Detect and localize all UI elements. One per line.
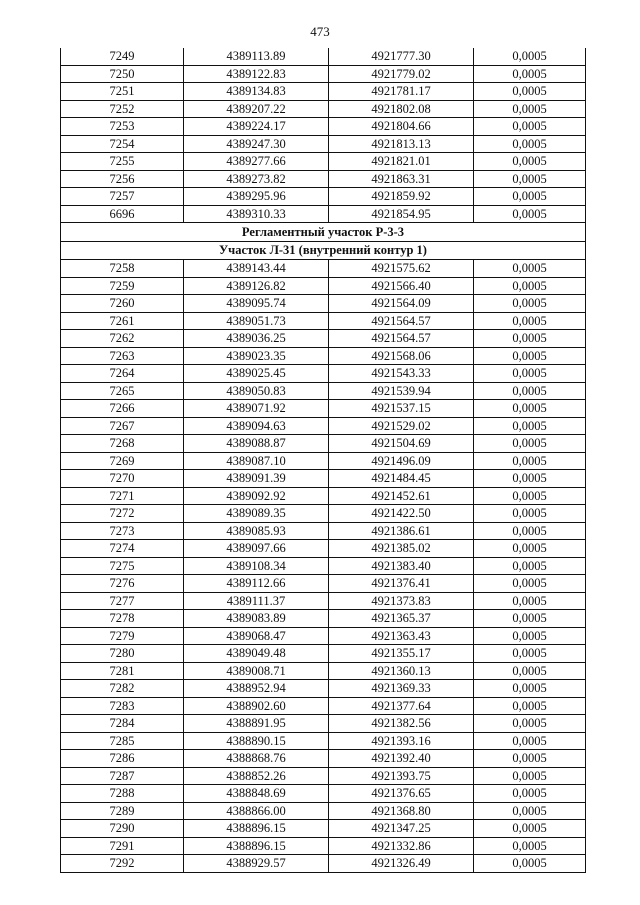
x-coordinate-cell: 4389050.83 (184, 382, 329, 400)
error-value-cell: 0,0005 (474, 295, 586, 313)
error-value-cell: 0,0005 (474, 382, 586, 400)
y-coordinate-cell: 4921422.50 (329, 505, 474, 523)
point-number-cell: 7277 (61, 592, 184, 610)
point-number-cell: 7285 (61, 732, 184, 750)
error-value-cell: 0,0005 (474, 100, 586, 118)
table-row (61, 100, 586, 118)
x-coordinate-cell: 4388929.57 (184, 855, 329, 873)
point-number-cell: 7252 (61, 100, 184, 118)
table-row (61, 820, 586, 838)
table-row (61, 487, 586, 505)
y-coordinate-cell: 4921368.80 (329, 802, 474, 820)
error-value-cell: 0,0005 (474, 487, 586, 505)
x-coordinate-cell: 4389025.45 (184, 365, 329, 383)
y-coordinate-cell: 4921564.57 (329, 330, 474, 348)
y-coordinate-cell: 4921377.64 (329, 697, 474, 715)
point-number-cell: 7275 (61, 557, 184, 575)
section-title-plot: Участок Л-31 (внутренний контур 1) (61, 241, 586, 260)
y-coordinate-cell: 4921385.02 (329, 540, 474, 558)
y-coordinate-cell: 4921564.57 (329, 312, 474, 330)
error-value-cell: 0,0005 (474, 188, 586, 206)
point-number-cell: 7265 (61, 382, 184, 400)
x-coordinate-cell: 4389049.48 (184, 645, 329, 663)
y-coordinate-cell: 4921529.02 (329, 417, 474, 435)
table-row (61, 435, 586, 453)
error-value-cell: 0,0005 (474, 417, 586, 435)
x-coordinate-cell: 4388952.94 (184, 680, 329, 698)
y-coordinate-cell: 4921802.08 (329, 100, 474, 118)
error-value-cell: 0,0005 (474, 365, 586, 383)
point-number-cell: 7284 (61, 715, 184, 733)
table-row (61, 170, 586, 188)
y-coordinate-cell: 4921779.02 (329, 65, 474, 83)
y-coordinate-cell: 4921452.61 (329, 487, 474, 505)
table-row (61, 365, 586, 383)
table-row (61, 750, 586, 768)
error-value-cell: 0,0005 (474, 837, 586, 855)
table-row (61, 118, 586, 136)
table-row (61, 205, 586, 223)
error-value-cell: 0,0005 (474, 48, 586, 65)
point-number-cell: 7290 (61, 820, 184, 838)
point-number-cell: 7256 (61, 170, 184, 188)
point-number-cell: 7268 (61, 435, 184, 453)
error-value-cell: 0,0005 (474, 732, 586, 750)
table-row (61, 855, 586, 873)
y-coordinate-cell: 4921383.40 (329, 557, 474, 575)
point-number-cell: 7272 (61, 505, 184, 523)
error-value-cell: 0,0005 (474, 277, 586, 295)
error-value-cell: 0,0005 (474, 802, 586, 820)
table-row (61, 417, 586, 435)
table-row (61, 680, 586, 698)
y-coordinate-cell: 4921813.13 (329, 135, 474, 153)
point-number-cell: 7270 (61, 470, 184, 488)
error-value-cell: 0,0005 (474, 65, 586, 83)
point-number-cell: 7259 (61, 277, 184, 295)
point-number-cell: 7249 (61, 48, 184, 65)
point-number-cell: 7262 (61, 330, 184, 348)
y-coordinate-cell: 4921376.41 (329, 575, 474, 593)
y-coordinate-cell: 4921575.62 (329, 260, 474, 278)
section-title-regulated-area: Регламентный участок Р-3-3 (61, 223, 586, 242)
x-coordinate-cell: 4388848.69 (184, 785, 329, 803)
point-number-cell: 7253 (61, 118, 184, 136)
y-coordinate-cell: 4921393.75 (329, 767, 474, 785)
error-value-cell: 0,0005 (474, 347, 586, 365)
x-coordinate-cell: 4389095.74 (184, 295, 329, 313)
y-coordinate-cell: 4921382.56 (329, 715, 474, 733)
point-number-cell: 7279 (61, 627, 184, 645)
x-coordinate-cell: 4389085.93 (184, 522, 329, 540)
point-number-cell: 7280 (61, 645, 184, 663)
error-value-cell: 0,0005 (474, 260, 586, 278)
table-row (61, 715, 586, 733)
table-row (61, 153, 586, 171)
error-value-cell: 0,0005 (474, 312, 586, 330)
y-coordinate-cell: 4921804.66 (329, 118, 474, 136)
x-coordinate-cell: 4389295.96 (184, 188, 329, 206)
point-number-cell: 7251 (61, 83, 184, 101)
x-coordinate-cell: 4388890.15 (184, 732, 329, 750)
x-coordinate-cell: 4389051.73 (184, 312, 329, 330)
y-coordinate-cell: 4921332.86 (329, 837, 474, 855)
error-value-cell: 0,0005 (474, 767, 586, 785)
point-number-cell: 7287 (61, 767, 184, 785)
x-coordinate-cell: 4389273.82 (184, 170, 329, 188)
x-coordinate-cell: 4389092.92 (184, 487, 329, 505)
table-row (61, 347, 586, 365)
y-coordinate-cell: 4921363.43 (329, 627, 474, 645)
table-row (61, 837, 586, 855)
x-coordinate-cell: 4389083.89 (184, 610, 329, 628)
point-number-cell: 7257 (61, 188, 184, 206)
point-number-cell: 7291 (61, 837, 184, 855)
error-value-cell: 0,0005 (474, 540, 586, 558)
x-coordinate-cell: 4389068.47 (184, 627, 329, 645)
point-number-cell: 7266 (61, 400, 184, 418)
table-row (61, 522, 586, 540)
y-coordinate-cell: 4921392.40 (329, 750, 474, 768)
error-value-cell: 0,0005 (474, 135, 586, 153)
x-coordinate-cell: 4389207.22 (184, 100, 329, 118)
error-value-cell: 0,0005 (474, 785, 586, 803)
point-number-cell: 7261 (61, 312, 184, 330)
table-row (61, 135, 586, 153)
y-coordinate-cell: 4921360.13 (329, 662, 474, 680)
error-value-cell: 0,0005 (474, 205, 586, 223)
table-row (61, 767, 586, 785)
error-value-cell: 0,0005 (474, 470, 586, 488)
table-row (61, 452, 586, 470)
point-number-cell: 7274 (61, 540, 184, 558)
table-row (61, 557, 586, 575)
table-row (61, 732, 586, 750)
y-coordinate-cell: 4921854.95 (329, 205, 474, 223)
x-coordinate-cell: 4389112.66 (184, 575, 329, 593)
error-value-cell: 0,0005 (474, 153, 586, 171)
y-coordinate-cell: 4921781.17 (329, 83, 474, 101)
y-coordinate-cell: 4921821.01 (329, 153, 474, 171)
y-coordinate-cell: 4921355.17 (329, 645, 474, 663)
table-row (61, 470, 586, 488)
table-row (61, 645, 586, 663)
y-coordinate-cell: 4921539.94 (329, 382, 474, 400)
x-coordinate-cell: 4388868.76 (184, 750, 329, 768)
table-row (61, 610, 586, 628)
y-coordinate-cell: 4921376.65 (329, 785, 474, 803)
x-coordinate-cell: 4389071.92 (184, 400, 329, 418)
error-value-cell: 0,0005 (474, 435, 586, 453)
x-coordinate-cell: 4388866.00 (184, 802, 329, 820)
y-coordinate-cell: 4921386.61 (329, 522, 474, 540)
x-coordinate-cell: 4388852.26 (184, 767, 329, 785)
table-row (61, 785, 586, 803)
error-value-cell: 0,0005 (474, 575, 586, 593)
table-row (61, 592, 586, 610)
point-number-cell: 7263 (61, 347, 184, 365)
x-coordinate-cell: 4389224.17 (184, 118, 329, 136)
table-row (61, 277, 586, 295)
point-number-cell: 7278 (61, 610, 184, 628)
table-row (61, 697, 586, 715)
error-value-cell: 0,0005 (474, 557, 586, 575)
error-value-cell: 0,0005 (474, 645, 586, 663)
y-coordinate-cell: 4921543.33 (329, 365, 474, 383)
y-coordinate-cell: 4921347.25 (329, 820, 474, 838)
point-number-cell: 7264 (61, 365, 184, 383)
point-number-cell: 7276 (61, 575, 184, 593)
section-row (61, 223, 586, 242)
x-coordinate-cell: 4389126.82 (184, 277, 329, 295)
point-number-cell: 7289 (61, 802, 184, 820)
y-coordinate-cell: 4921393.16 (329, 732, 474, 750)
error-value-cell: 0,0005 (474, 505, 586, 523)
y-coordinate-cell: 4921504.69 (329, 435, 474, 453)
point-number-cell: 7260 (61, 295, 184, 313)
table-row (61, 627, 586, 645)
x-coordinate-cell: 4389143.44 (184, 260, 329, 278)
y-coordinate-cell: 4921863.31 (329, 170, 474, 188)
x-coordinate-cell: 4389247.30 (184, 135, 329, 153)
y-coordinate-cell: 4921373.83 (329, 592, 474, 610)
point-number-cell: 7258 (61, 260, 184, 278)
y-coordinate-cell: 4921537.15 (329, 400, 474, 418)
x-coordinate-cell: 4389008.71 (184, 662, 329, 680)
section-row (61, 241, 586, 260)
table-row (61, 802, 586, 820)
table-row (61, 188, 586, 206)
point-number-cell: 7292 (61, 855, 184, 873)
error-value-cell: 0,0005 (474, 627, 586, 645)
x-coordinate-cell: 4389122.83 (184, 65, 329, 83)
x-coordinate-cell: 4389111.37 (184, 592, 329, 610)
point-number-cell: 7255 (61, 153, 184, 171)
table-body-bottom (61, 260, 586, 873)
error-value-cell: 0,0005 (474, 83, 586, 101)
table-row (61, 65, 586, 83)
y-coordinate-cell: 4921326.49 (329, 855, 474, 873)
error-value-cell: 0,0005 (474, 680, 586, 698)
point-number-cell: 7283 (61, 697, 184, 715)
table-row (61, 382, 586, 400)
point-number-cell: 7254 (61, 135, 184, 153)
y-coordinate-cell: 4921365.37 (329, 610, 474, 628)
x-coordinate-cell: 4389113.89 (184, 48, 329, 65)
x-coordinate-cell: 4389088.87 (184, 435, 329, 453)
x-coordinate-cell: 4389089.35 (184, 505, 329, 523)
point-number-cell: 6696 (61, 205, 184, 223)
error-value-cell: 0,0005 (474, 662, 586, 680)
point-number-cell: 7281 (61, 662, 184, 680)
error-value-cell: 0,0005 (474, 400, 586, 418)
point-number-cell: 7271 (61, 487, 184, 505)
y-coordinate-cell: 4921484.45 (329, 470, 474, 488)
x-coordinate-cell: 4388896.15 (184, 820, 329, 838)
table-body-top (61, 48, 586, 223)
x-coordinate-cell: 4389134.83 (184, 83, 329, 101)
point-number-cell: 7267 (61, 417, 184, 435)
x-coordinate-cell: 4389091.39 (184, 470, 329, 488)
point-number-cell: 7288 (61, 785, 184, 803)
error-value-cell: 0,0005 (474, 170, 586, 188)
y-coordinate-cell: 4921859.92 (329, 188, 474, 206)
y-coordinate-cell: 4921496.09 (329, 452, 474, 470)
error-value-cell: 0,0005 (474, 522, 586, 540)
x-coordinate-cell: 4388902.60 (184, 697, 329, 715)
point-number-cell: 7286 (61, 750, 184, 768)
error-value-cell: 0,0005 (474, 820, 586, 838)
error-value-cell: 0,0005 (474, 610, 586, 628)
table-row (61, 662, 586, 680)
error-value-cell: 0,0005 (474, 715, 586, 733)
table-row (61, 295, 586, 313)
table-row (61, 312, 586, 330)
point-number-cell: 7250 (61, 65, 184, 83)
y-coordinate-cell: 4921566.40 (329, 277, 474, 295)
table-row (61, 575, 586, 593)
x-coordinate-cell: 4388896.15 (184, 837, 329, 855)
section-headers (61, 223, 586, 260)
error-value-cell: 0,0005 (474, 697, 586, 715)
y-coordinate-cell: 4921369.33 (329, 680, 474, 698)
y-coordinate-cell: 4921568.06 (329, 347, 474, 365)
x-coordinate-cell: 4389310.33 (184, 205, 329, 223)
error-value-cell: 0,0005 (474, 855, 586, 873)
error-value-cell: 0,0005 (474, 330, 586, 348)
x-coordinate-cell: 4388891.95 (184, 715, 329, 733)
y-coordinate-cell: 4921777.30 (329, 48, 474, 65)
table-row (61, 400, 586, 418)
table-row (61, 48, 586, 65)
error-value-cell: 0,0005 (474, 592, 586, 610)
point-number-cell: 7269 (61, 452, 184, 470)
error-value-cell: 0,0005 (474, 118, 586, 136)
x-coordinate-cell: 4389087.10 (184, 452, 329, 470)
point-number-cell: 7282 (61, 680, 184, 698)
coordinates-table (60, 48, 586, 873)
point-number-cell: 7273 (61, 522, 184, 540)
y-coordinate-cell: 4921564.09 (329, 295, 474, 313)
x-coordinate-cell: 4389036.25 (184, 330, 329, 348)
table-row (61, 505, 586, 523)
x-coordinate-cell: 4389108.34 (184, 557, 329, 575)
page-number: 473 (310, 24, 330, 39)
x-coordinate-cell: 4389094.63 (184, 417, 329, 435)
x-coordinate-cell: 4389023.35 (184, 347, 329, 365)
x-coordinate-cell: 4389277.66 (184, 153, 329, 171)
error-value-cell: 0,0005 (474, 452, 586, 470)
table-row (61, 260, 586, 278)
table-row (61, 540, 586, 558)
x-coordinate-cell: 4389097.66 (184, 540, 329, 558)
table-row (61, 83, 586, 101)
error-value-cell: 0,0005 (474, 750, 586, 768)
table-row (61, 330, 586, 348)
